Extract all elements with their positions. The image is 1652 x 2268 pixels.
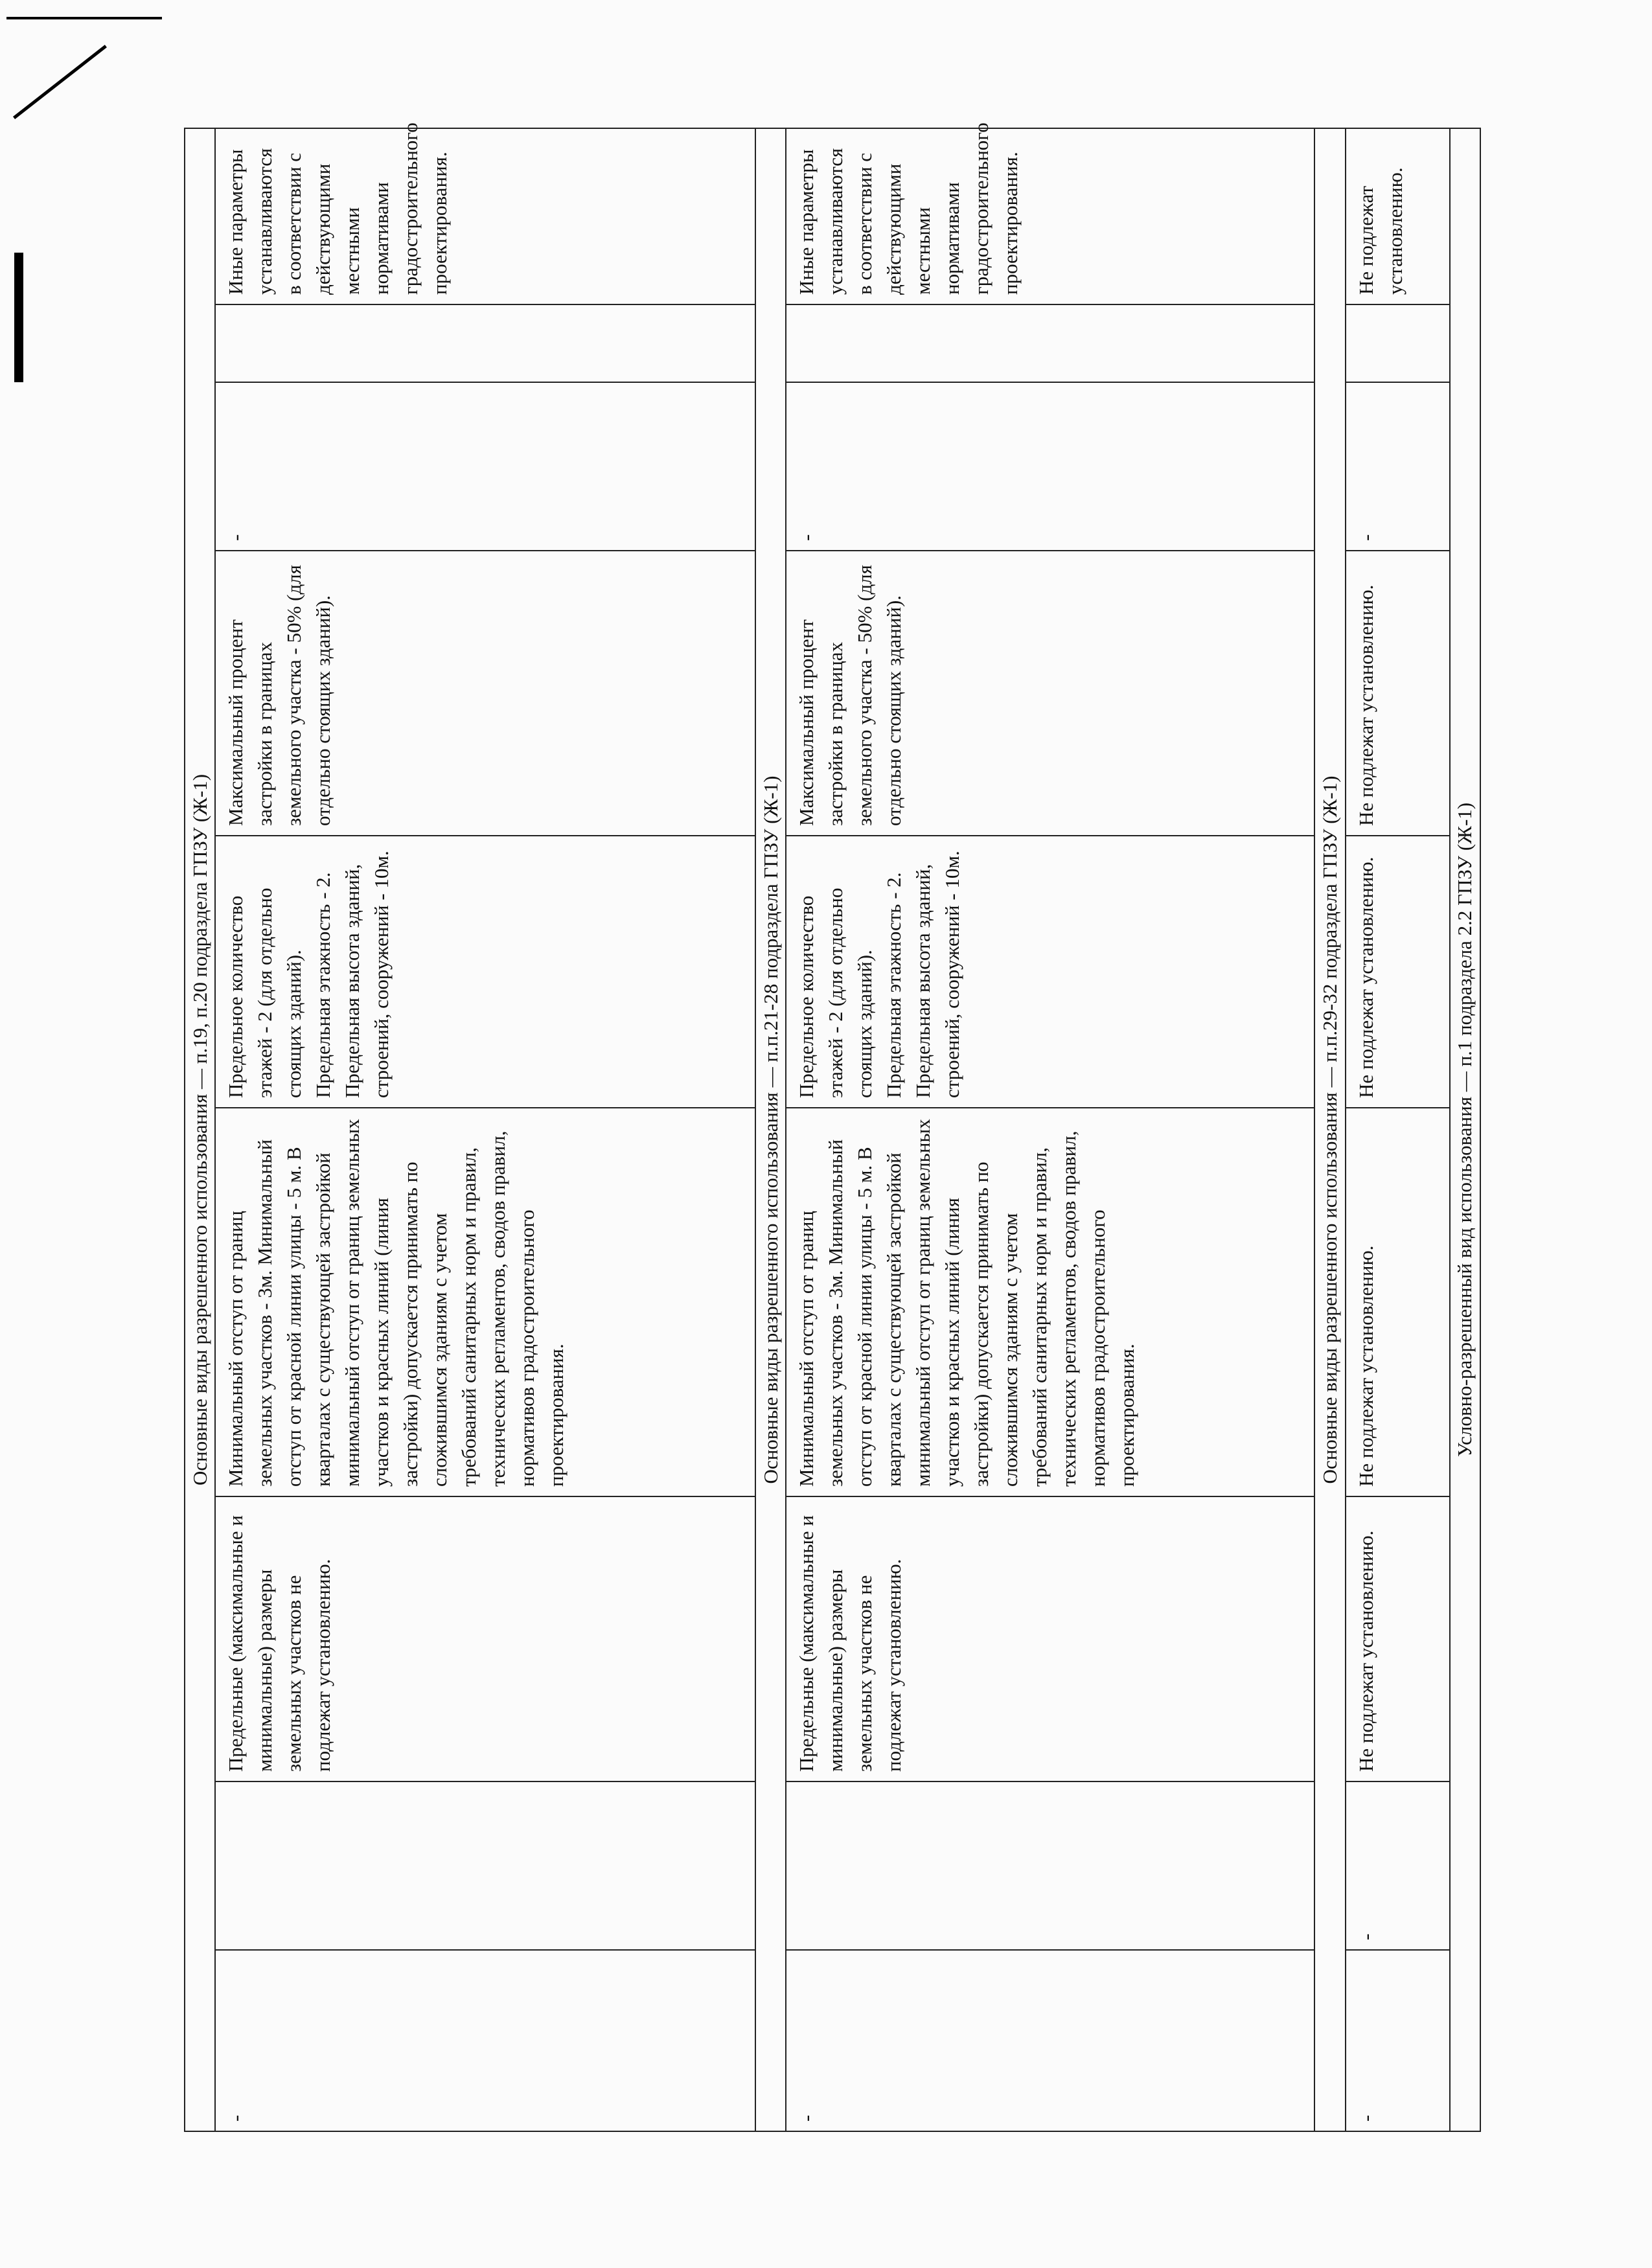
section-header-row <box>755 128 786 2131</box>
scan-mark-corner <box>13 45 107 119</box>
section-3-col-2: - <box>1346 1781 1450 1950</box>
section-1-col-7: - <box>215 382 755 551</box>
section-1-col-8 <box>215 304 755 382</box>
section-1-setback: Минимальный отступ от границ земельных участков - 3м. Минимальный отступ от красной линии улицы - 5 м. В кварталах с существующей застройкой минимальный отступ от границ земельных участков и красных линий (линия застройки) допускается принимать по сложившимся зданиям с учетом требований санитарных норм и правил, технических регламентов, сводов правил, нормативов градостроительного проектирования. <box>215 1108 755 1496</box>
table-row <box>786 128 1314 2131</box>
section-2-storeys: Предельное количество этажей - 2 (для отдельно стоящих зданий). Предельная этажность - 2. Предельная высота зданий, строений, сооружений - 10м. <box>786 836 1314 1108</box>
section-2-plot-size: Предельные (максимальные и минимальные) размеры земельных участков не подлежат установлению. <box>786 1496 1314 1781</box>
section-1-plot-size: Предельные (максимальные и минимальные) размеры земельных участков не подлежат установлению. <box>215 1496 755 1781</box>
zoning-parameters-table <box>184 122 1481 2132</box>
section-2-col-2 <box>786 1781 1314 1950</box>
section-1-other: Иные параметры устанавливаются в соответствии с действующими местными нормативами градостроительного проектирования. <box>215 128 755 304</box>
section-1-col-1: - <box>215 1950 755 2131</box>
section-3-storeys: Не подлежат установлению. <box>1346 836 1450 1108</box>
section-3-plot-size: Не подлежат установлению. <box>1346 1496 1450 1781</box>
section-2-col-1: - <box>786 1950 1314 2131</box>
section-header-row <box>185 128 215 2131</box>
footer-row <box>1450 128 1480 2131</box>
section-3-setback: Не подлежат установлению. <box>1346 1108 1450 1496</box>
section-1-storeys: Предельное количество этажей - 2 (для отдельно стоящих зданий). Предельная этажность - 2. Предельная высота зданий, строений, сооружений - 10м. <box>215 836 755 1108</box>
section-3-col-1: - <box>1346 1950 1450 2131</box>
section-1-col-2 <box>215 1781 755 1950</box>
section-header-row <box>1314 128 1345 2131</box>
section-2-title: Основные виды разрешенного использования — п.п.21-28 подраздела ГПЗУ (Ж-1) <box>755 128 786 2131</box>
footer-title: Условно-разрешенный вид использования — п.1 подраздела 2.2 ГПЗУ (Ж-1) <box>1450 128 1480 2131</box>
table-row <box>1346 128 1450 2131</box>
section-2-setback: Минимальный отступ от границ земельных участков - 3м. Минимальный отступ от красной линии улицы - 5 м. В кварталах с существующей застройкой минимальный отступ от границ земельных участков и красных линий (линия застройки) допускается принимать по сложившимся зданиям с учетом требований санитарных норм и правил, технических регламентов, сводов правил, нормативов градостроительного проектирования. <box>786 1108 1314 1496</box>
table-row <box>215 128 755 2131</box>
scan-line-top <box>6 17 162 19</box>
section-2-col-8 <box>786 304 1314 382</box>
section-3-col-8 <box>1346 304 1450 382</box>
section-3-col-7: - <box>1346 382 1450 551</box>
section-1-title: Основные виды разрешенного использования — п.19, п.20 подраздела ГПЗУ (Ж-1) <box>185 128 215 2131</box>
rotated-page <box>184 122 1481 2132</box>
section-2-other: Иные параметры устанавливаются в соответствии с действующими местными нормативами градостроительного проектирования. <box>786 128 1314 304</box>
scan-mark-edge <box>14 253 23 382</box>
section-2-col-7: - <box>786 382 1314 551</box>
section-3-other: Не подлежат установлению. <box>1346 128 1450 304</box>
section-3-coverage: Не подлежат установлению. <box>1346 551 1450 836</box>
section-3-title: Основные виды разрешенного использования — п.п.29-32 подраздела ГПЗУ (Ж-1) <box>1314 128 1345 2131</box>
section-1-coverage: Максимальный процент застройки в границах земельного участка - 50% (для отдельно стоящих зданий). <box>215 551 755 836</box>
section-2-coverage: Максимальный процент застройки в границах земельного участка - 50% (для отдельно стоящих зданий). <box>786 551 1314 836</box>
